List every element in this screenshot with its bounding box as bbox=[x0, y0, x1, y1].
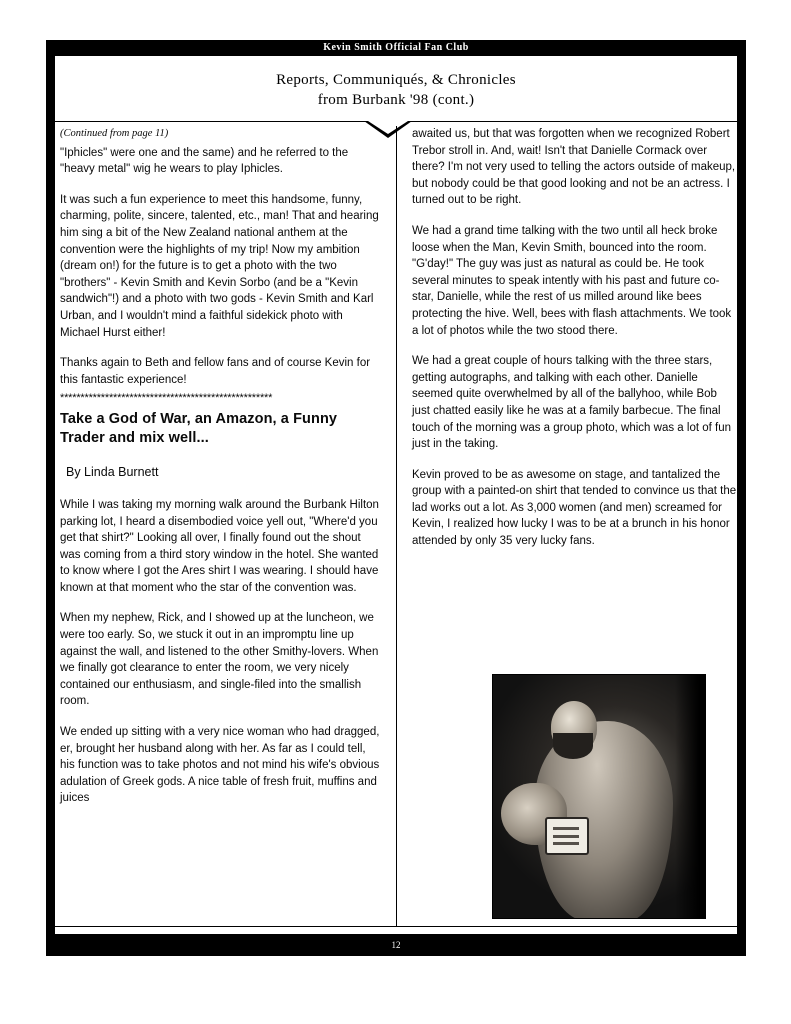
paragraph: Kevin proved to be as awesome on stage, and tantalized the group with a painted-on shirt that tended to convince us that the lad works out a lot. As 3,000 women (and men) screamed for Kevin, I realized how lucky I was to be at a brunch in his honor attended by only 35 very lucky fans. bbox=[412, 468, 737, 548]
photo-kevin-smith-on-stage bbox=[492, 674, 706, 919]
page-number: 12 bbox=[391, 940, 401, 950]
photo-vignette bbox=[675, 675, 705, 918]
continued-from-note: (Continued from page 11) bbox=[60, 128, 169, 139]
column-divider-rule bbox=[396, 126, 397, 926]
paragraph: When my nephew, Rick, and I showed up at the luncheon, we were too early. So, we stuck it out in an impromptu line up against the wall, and listened to the other Smithy-lovers. When we finally got clearance to enter the room, we very nicely contained our enthusiasm, and single-filed into the smallish room. bbox=[60, 612, 379, 708]
paragraph: We had a great couple of hours talking with the three stars, getting autographs, and talking with each other. Danielle seemed quite overwhelmed by all of the ballyhoo, while Bob just chatted easily like he was at a family barbecue. The final touch of the morning was a group photo, which was a lot of fun just in the taking. bbox=[412, 355, 731, 451]
right-column bbox=[412, 126, 737, 564]
paragraph: awaited us, but that was forgotten when we recognized Robert Trebor stroll in. And, wait! Isn't that Danielle Cormack over there? I'm not very used to telling the actors outside of makeup, but nobody could be that good looking and not be an actress. I turned out to be right. bbox=[412, 128, 736, 207]
page-title-line-2: from Burbank '98 (cont.) bbox=[317, 92, 475, 108]
paragraph: Thanks again to Beth and fellow fans and of course Kevin for this fantastic experience! bbox=[60, 357, 371, 386]
page-title-line-1: Reports, Communiqués, & Chronicles bbox=[276, 72, 516, 88]
masthead-banner bbox=[46, 40, 746, 56]
star-divider: **************************************************** bbox=[60, 392, 273, 405]
article-subhead: Take a God of War, an Amazon, a Funny Trader and mix well... bbox=[60, 411, 338, 447]
bottom-divider-rule bbox=[55, 926, 737, 927]
masthead-title: Kevin Smith Official Fan Club bbox=[323, 42, 469, 53]
page-title bbox=[55, 72, 737, 109]
footer-bar bbox=[46, 934, 746, 956]
paragraph: We ended up sitting with a very nice woman who had dragged, er, brought her husband along with her. As far as I could tell, his function was to take photos and not mind his wife's obvious adulation of Greek gods. A nice table of fresh fruit, muffins and juices bbox=[60, 726, 380, 805]
photo-figure-beard bbox=[553, 733, 593, 759]
paragraph: "Iphicles" were one and the same) and he referred to the "heavy metal" wig he wears to play Iphicles. bbox=[60, 146, 349, 176]
left-column bbox=[60, 126, 382, 821]
paragraph: We had a grand time talking with the two until all heck broke loose when the Man, Kevin Smith, bounced into the room. "G'day!" The guy was just as natural as could be. He took several minutes to speak intently with his past and future co-star, Danielle, while the rest of us milled around like bees protecting the hive. Well, bees with flash attachments. We took a lot of photos while the two stood there. bbox=[412, 224, 732, 337]
photo-figure-armor-plate bbox=[545, 817, 589, 855]
article-byline: By Linda Burnett bbox=[66, 465, 159, 480]
paragraph: It was such a fun experience to meet this handsome, funny, charming, polite, sincere, talented, etc., man! That and hearing him sing a bit of the New Zealand national anthem at the convention were the highlights of my trip! Now my ambition (dream on!) for the future is to get a photo with the two "brothers" - Kevin Smith and Kevin Sorbo (and be a "Kevin sandwich"!) and a photo with two gods - Kevin Smith and Karl Urban, and I wouldn't mind a faithful sidekick photo with Michael Hurst either! bbox=[60, 193, 379, 339]
paragraph: While I was taking my morning walk around the Burbank Hilton parking lot, I heard a disembodied voice yell out, "Where'd you get that shirt?" Looking all over, I finally found out the shout was coming from a third story window in the hotel. She wanted to know where I got the Ares shirt I was wearing. I should have known at that moment who the star of the convention was. bbox=[60, 498, 379, 594]
